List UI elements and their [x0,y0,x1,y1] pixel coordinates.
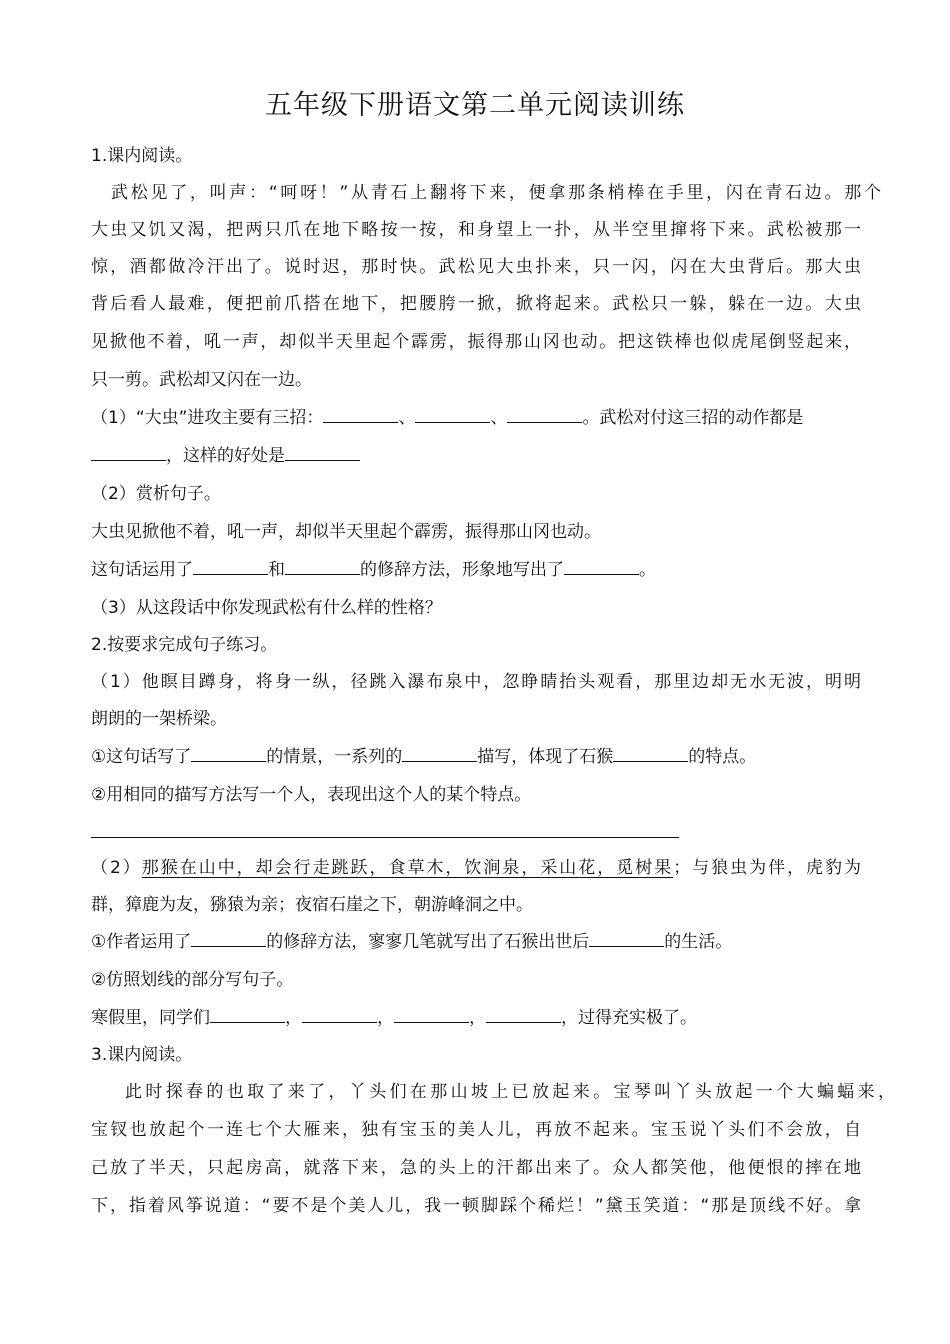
separator: ， [285,1008,302,1028]
q2-b2: ②仿照划线的部分写句子。 [91,970,294,990]
fill-text: 和 [268,560,285,580]
q3-passage-line: 己放了半天，只起房高，就落下来，急的头上的汗都出来了。众人都笑他，他便恨的摔在地 [91,1158,861,1178]
passage-text: ；与狼虫为伴，虎豹为 [673,858,862,878]
fill-text: 的情景，一系列的 [266,747,403,767]
separator: ， [469,1008,486,1028]
fill-text: 。 [639,560,656,580]
q2-c [91,1000,861,1037]
q2-answer-line [91,815,861,852]
answer-blank[interactable] [402,746,477,762]
fill-text: 的生活。 [664,932,733,952]
fill-text: ，过得充实极了。 [561,1008,697,1028]
answer-blank[interactable] [589,931,664,947]
q1-sub1-cont [91,438,861,475]
q1-sub3: （3）从这段话中你发现武松有什么样的性格？ [91,598,442,618]
q2-sentence-line: （1）他瞑目蹲身，将身一纵，径跳入瀑布泉中，忽睁睛抬头观看，那里边却无水无波，明明 [91,672,861,692]
fill-text: 描写，体现了石猴 [477,747,614,767]
answer-blank[interactable] [302,1007,377,1023]
fill-text: 的修辞方法，寥寥几笔就写出了石猴出世后 [266,932,590,952]
q2-a2: ②用相同的描写方法写一个人，表现出这个人的某个特点。 [91,785,532,805]
q1-sub2: （2）赏析句子。 [91,484,221,504]
answer-blank[interactable] [613,746,688,762]
q2-s2-line [91,850,861,887]
q1-passage-line: 只一剪。武松却又闪在一边。 [91,370,312,390]
q3-heading: 3.课内阅读。 [91,1045,193,1065]
q3-passage-line: 宝钗也放起个一连七个大雁来，独有宝玉的美人儿，再放不起来。宝玉说丫头们不会放，自 [91,1120,861,1140]
answer-blank[interactable] [191,746,266,762]
q1-heading: 1.课内阅读。 [91,146,193,166]
q1-sub1 [91,400,861,437]
answer-blank[interactable] [191,931,266,947]
q1-fill [91,552,861,589]
answer-blank[interactable] [91,445,166,461]
answer-blank[interactable] [285,445,360,461]
q1-sub1-text: ，这样的好处是 [166,446,285,466]
separator: ， [377,1008,394,1028]
q1-sub1-text: 。武松对付这三招的动作都是 [582,408,804,428]
separator: 、 [398,408,416,428]
answer-blank[interactable] [394,1007,469,1023]
q1-sub1-text: （1）“大虫”进攻主要有三招： [91,408,324,428]
answer-blank[interactable] [285,559,360,575]
answer-blank[interactable] [486,1007,561,1023]
fill-text: 这句话运用了 [91,560,193,580]
q1-sentence: 大虫见掀他不着，吼一声，却似半天里起个霹雳，振得那山冈也动。 [91,522,601,542]
sub-number: （2） [91,858,142,878]
fill-text: ①这句话写了 [91,747,192,767]
answer-blank[interactable] [415,407,490,423]
q2-sentence-line: 朗朗的一架桥梁。 [91,709,227,729]
separator: 、 [490,408,508,428]
q2-s2-line: 群，獐鹿为友，猕猿为亲；夜宿石崖之下，朝游峰洞之中。 [91,895,533,915]
fill-text: ①作者运用了 [91,932,192,952]
q3-passage-line: 此时探春的也取了来了，丫头们在那山坡上已放起来。宝琴叫丫头放起一个大蝙蝠来， [125,1082,895,1102]
q2-a1 [91,739,861,776]
q3-passage-line: 下，指着风筝说道：“要不是个美人儿，我一顿脚踩个稀烂！”黛玉笑道：“那是顶线不好。拿 [91,1196,861,1216]
q2-heading: 2.按要求完成句子练习。 [91,635,278,655]
underlined-text: 那猴在山中，却会行走跳跃，食草木，饮涧泉，采山花，觅树果 [141,858,674,878]
page-title: 五年级下册语文第二单元阅读训练 [265,90,685,121]
q1-passage-line: 惊，酒都做冷汗出了。说时迟，那时快。武松见大虫扑来，只一闪，闪在大虫背后。那大虫 [91,257,861,277]
q1-passage-line: 见掀他不着，吼一声，却似半天里起个霹雳，振得那山冈也动。把这铁棒也似虎尾倒竖起来， [91,332,861,352]
answer-blank[interactable] [323,407,398,423]
answer-blank[interactable] [564,559,639,575]
q1-passage-line: 背后看人最难，便把前爪搭在地下，把腰胯一掀，掀将起来。武松只一躲，躲在一边。大虫 [91,294,861,314]
answer-blank[interactable] [507,407,582,423]
answer-blank[interactable] [210,1007,285,1023]
fill-text: 寒假里，同学们 [91,1008,210,1028]
answer-blank[interactable] [91,822,679,838]
q1-passage-line: 武松见了，叫声：“呵呀！”从青石上翻将下来，便拿那条梢棒在手里，闪在青石边。那个 [111,183,881,203]
fill-text: 的修辞方法，形象地写出了 [360,560,564,580]
answer-blank[interactable] [193,559,268,575]
fill-text: 的特点。 [688,747,757,767]
q1-passage-line: 大虫又饥又渴，把两只爪在地下略按一按，和身望上一扑，从半空里撺将下来。武松被那一 [91,220,861,240]
q2-b1 [91,924,861,961]
